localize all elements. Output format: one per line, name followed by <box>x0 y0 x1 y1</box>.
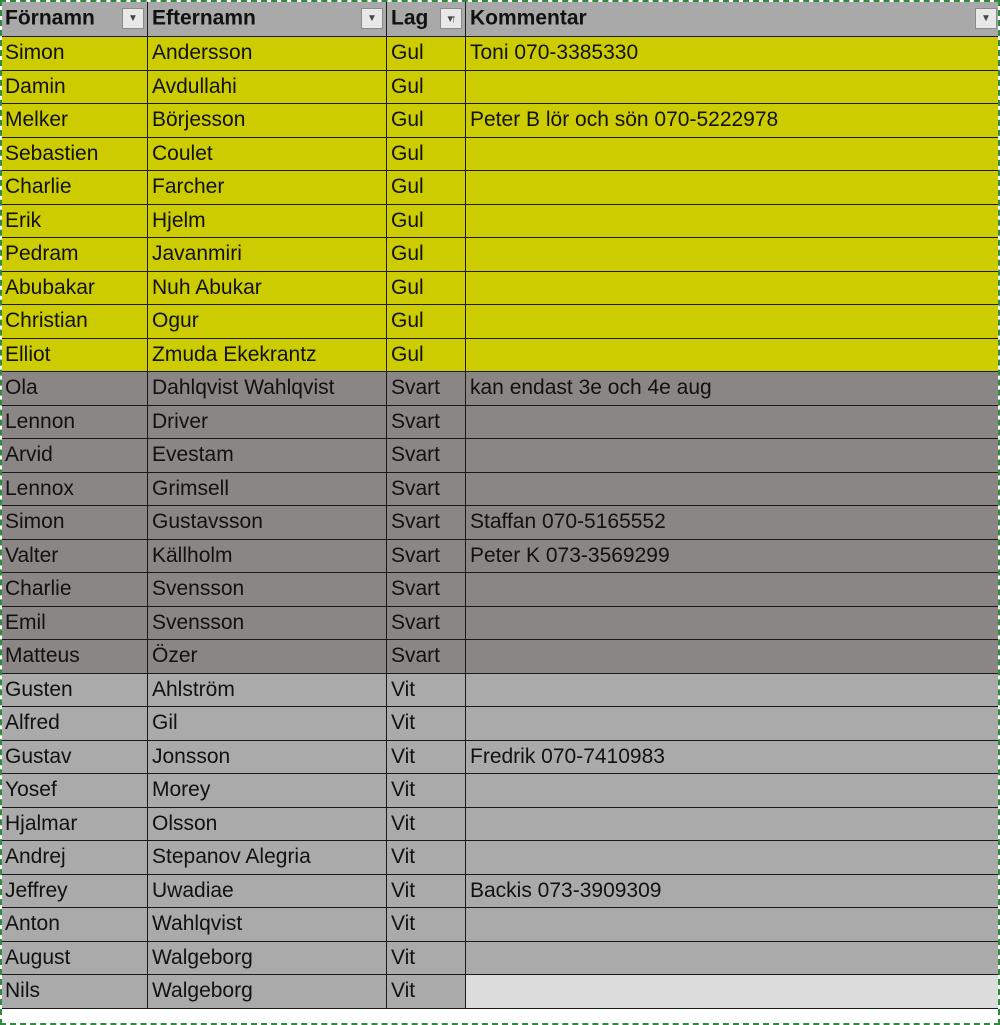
table-row <box>1 238 1000 272</box>
table-row <box>1 539 1000 573</box>
cell-comment[interactable] <box>466 640 1000 674</box>
cell-team[interactable]: Svart <box>387 640 466 674</box>
table-row <box>1 439 1000 473</box>
filter-dropdown-comment[interactable] <box>975 8 997 29</box>
cell-comment[interactable] <box>466 204 1000 238</box>
table-row <box>1 472 1000 506</box>
cell-first-name[interactable]: Abubakar <box>1 271 148 305</box>
cell-comment[interactable] <box>466 707 1000 741</box>
cell-comment[interactable] <box>466 238 1000 272</box>
cell-last-name[interactable]: Andersson <box>148 37 387 71</box>
cell-first-name[interactable]: Nils <box>1 975 148 1009</box>
cell-last-name[interactable]: Avdullahi <box>148 70 387 104</box>
cell-last-name[interactable]: Svensson <box>148 573 387 607</box>
cell-team[interactable]: Svart <box>387 372 466 406</box>
cell-last-name[interactable]: Börjesson <box>148 104 387 138</box>
cell-comment[interactable]: Peter B lör och sön 070-5222978 <box>466 104 1000 138</box>
cell-last-name[interactable]: Walgeborg <box>148 941 387 975</box>
cell-last-name[interactable]: Jonsson <box>148 740 387 774</box>
cell-first-name[interactable]: Anton <box>1 908 148 942</box>
cell-team[interactable]: Gul <box>387 238 466 272</box>
chevron-down-icon: ▼ <box>367 13 377 24</box>
cell-first-name[interactable]: August <box>1 941 148 975</box>
header-comment <box>466 1 1000 37</box>
cell-comment[interactable] <box>466 573 1000 607</box>
cell-comment[interactable] <box>466 807 1000 841</box>
cell-comment[interactable]: Staffan 070-5165552 <box>466 506 1000 540</box>
cell-first-name[interactable]: Lennon <box>1 405 148 439</box>
cell-last-name[interactable]: Uwadiae <box>148 874 387 908</box>
cell-comment[interactable] <box>466 673 1000 707</box>
table-row <box>1 573 1000 607</box>
cell-comment[interactable]: Peter K 073-3569299 <box>466 539 1000 573</box>
cell-first-name[interactable]: Jeffrey <box>1 874 148 908</box>
cell-last-name[interactable]: Walgeborg <box>148 975 387 1009</box>
table-row <box>1 975 1000 1009</box>
header-first-name-label: Förnamn <box>5 6 95 30</box>
cell-team[interactable]: Vit <box>387 673 466 707</box>
table-row <box>1 137 1000 171</box>
header-last-name <box>148 1 387 37</box>
cell-last-name[interactable]: Ogur <box>148 305 387 339</box>
cell-comment[interactable] <box>466 606 1000 640</box>
cell-team[interactable]: Svart <box>387 606 466 640</box>
cell-team[interactable]: Vit <box>387 707 466 741</box>
table-row <box>1 740 1000 774</box>
table-body <box>1 37 1000 1009</box>
table-row <box>1 405 1000 439</box>
cell-team[interactable]: Svart <box>387 573 466 607</box>
cell-first-name[interactable]: Andrej <box>1 841 148 875</box>
table-row <box>1 774 1000 808</box>
filter-dropdown-last-name[interactable] <box>361 8 383 29</box>
cell-team[interactable]: Gul <box>387 271 466 305</box>
cell-team[interactable]: Vit <box>387 807 466 841</box>
cell-last-name[interactable]: Gustavsson <box>148 506 387 540</box>
cell-team[interactable]: Vit <box>387 740 466 774</box>
cell-team[interactable]: Gul <box>387 204 466 238</box>
cell-comment[interactable] <box>466 774 1000 808</box>
cell-last-name[interactable]: Dahlqvist Wahlqvist <box>148 372 387 406</box>
cell-team[interactable]: Gul <box>387 137 466 171</box>
cell-team[interactable]: Gul <box>387 37 466 71</box>
cell-comment[interactable] <box>466 439 1000 473</box>
cell-team[interactable]: Vit <box>387 774 466 808</box>
cell-comment[interactable] <box>466 171 1000 205</box>
cell-first-name[interactable]: Charlie <box>1 171 148 205</box>
filter-dropdown-first-name[interactable] <box>122 8 144 29</box>
cell-comment[interactable]: Toni 070-3385330 <box>466 37 1000 71</box>
cell-first-name[interactable]: Valter <box>1 539 148 573</box>
cell-first-name[interactable]: Alfred <box>1 707 148 741</box>
cell-first-name[interactable]: Emil <box>1 606 148 640</box>
cell-team[interactable]: Gul <box>387 171 466 205</box>
cell-team[interactable]: Gul <box>387 104 466 138</box>
table-row <box>1 606 1000 640</box>
cell-first-name[interactable]: Arvid <box>1 439 148 473</box>
chevron-down-icon: ▼ <box>128 13 138 24</box>
cell-first-name[interactable]: Gustav <box>1 740 148 774</box>
cell-comment[interactable]: Backis 073-3909309 <box>466 874 1000 908</box>
cell-comment[interactable]: Fredrik 070-7410983 <box>466 740 1000 774</box>
table-row <box>1 37 1000 71</box>
cell-last-name[interactable]: Evestam <box>148 439 387 473</box>
header-first-name <box>1 1 148 37</box>
table-row <box>1 807 1000 841</box>
cell-first-name[interactable]: Melker <box>1 104 148 138</box>
cell-first-name[interactable]: Gusten <box>1 673 148 707</box>
table-row <box>1 941 1000 975</box>
table-row <box>1 841 1000 875</box>
sort-ascending-icon: ▾↑ <box>447 13 455 25</box>
cell-comment[interactable]: kan endast 3e och 4e aug <box>466 372 1000 406</box>
cell-team[interactable]: Svart <box>387 539 466 573</box>
cell-first-name[interactable]: Pedram <box>1 238 148 272</box>
header-comment-label: Kommentar <box>470 6 587 30</box>
cell-last-name[interactable]: Ahlström <box>148 673 387 707</box>
cell-comment[interactable] <box>466 70 1000 104</box>
cell-team[interactable]: Gul <box>387 305 466 339</box>
table-row <box>1 271 1000 305</box>
cell-first-name[interactable]: Charlie <box>1 573 148 607</box>
table-row <box>1 171 1000 205</box>
header-last-name-label: Efternamn <box>152 6 256 30</box>
cell-comment[interactable] <box>466 271 1000 305</box>
cell-last-name[interactable]: Javanmiri <box>148 238 387 272</box>
cell-first-name[interactable]: Christian <box>1 305 148 339</box>
cell-team[interactable]: Svart <box>387 405 466 439</box>
table-row <box>1 70 1000 104</box>
cell-comment[interactable] <box>466 941 1000 975</box>
table-row <box>1 104 1000 138</box>
cell-last-name[interactable]: Özer <box>148 640 387 674</box>
cell-team[interactable]: Vit <box>387 975 466 1009</box>
table-row <box>1 874 1000 908</box>
cell-first-name[interactable]: Elliot <box>1 338 148 372</box>
filter-dropdown-team[interactable] <box>440 8 462 29</box>
table-row <box>1 338 1000 372</box>
cell-comment[interactable] <box>466 975 1000 1009</box>
cell-team[interactable]: Svart <box>387 439 466 473</box>
table-row <box>1 673 1000 707</box>
cell-team[interactable]: Svart <box>387 472 466 506</box>
cell-last-name[interactable]: Driver <box>148 405 387 439</box>
cell-comment[interactable] <box>466 841 1000 875</box>
cell-comment[interactable] <box>466 305 1000 339</box>
cell-last-name[interactable]: Nuh Abukar <box>148 271 387 305</box>
cell-last-name[interactable]: Grimsell <box>148 472 387 506</box>
cell-first-name[interactable]: Hjalmar <box>1 807 148 841</box>
table-row <box>1 707 1000 741</box>
cell-last-name[interactable]: Wahlqvist <box>148 908 387 942</box>
cell-first-name[interactable]: Simon <box>1 37 148 71</box>
cell-last-name[interactable]: Olsson <box>148 807 387 841</box>
cell-first-name[interactable]: Lennox <box>1 472 148 506</box>
cell-last-name[interactable]: Svensson <box>148 606 387 640</box>
cell-last-name[interactable]: Zmuda Ekekrantz <box>148 338 387 372</box>
cell-first-name[interactable]: Simon <box>1 506 148 540</box>
cell-comment[interactable] <box>466 137 1000 171</box>
cell-first-name[interactable]: Sebastien <box>1 137 148 171</box>
header-team-label: Lag <box>391 6 429 30</box>
table-row <box>1 908 1000 942</box>
cell-team[interactable]: Vit <box>387 941 466 975</box>
cell-first-name[interactable]: Erik <box>1 204 148 238</box>
cell-last-name[interactable]: Coulet <box>148 137 387 171</box>
cell-last-name[interactable]: Hjelm <box>148 204 387 238</box>
cell-last-name[interactable]: Källholm <box>148 539 387 573</box>
cell-comment[interactable] <box>466 338 1000 372</box>
cell-team[interactable]: Vit <box>387 841 466 875</box>
cell-team[interactable]: Gul <box>387 70 466 104</box>
table-row <box>1 204 1000 238</box>
header-row <box>1 1 1000 37</box>
cell-first-name[interactable]: Yosef <box>1 774 148 808</box>
cell-first-name[interactable]: Matteus <box>1 640 148 674</box>
cell-team[interactable]: Gul <box>387 338 466 372</box>
chevron-down-icon: ▼ <box>981 13 991 24</box>
cell-team[interactable]: Vit <box>387 874 466 908</box>
cell-last-name[interactable]: Morey <box>148 774 387 808</box>
cell-last-name[interactable]: Farcher <box>148 171 387 205</box>
cell-comment[interactable] <box>466 472 1000 506</box>
cell-last-name[interactable]: Stepanov Alegria <box>148 841 387 875</box>
table-row <box>1 640 1000 674</box>
header-team <box>387 1 466 37</box>
table-row <box>1 372 1000 406</box>
table-row <box>1 305 1000 339</box>
cell-comment[interactable] <box>466 908 1000 942</box>
cell-comment[interactable] <box>466 405 1000 439</box>
cell-team[interactable]: Svart <box>387 506 466 540</box>
table-row <box>1 506 1000 540</box>
cell-first-name[interactable]: Damin <box>1 70 148 104</box>
cell-first-name[interactable]: Ola <box>1 372 148 406</box>
cell-last-name[interactable]: Gil <box>148 707 387 741</box>
cell-team[interactable]: Vit <box>387 908 466 942</box>
